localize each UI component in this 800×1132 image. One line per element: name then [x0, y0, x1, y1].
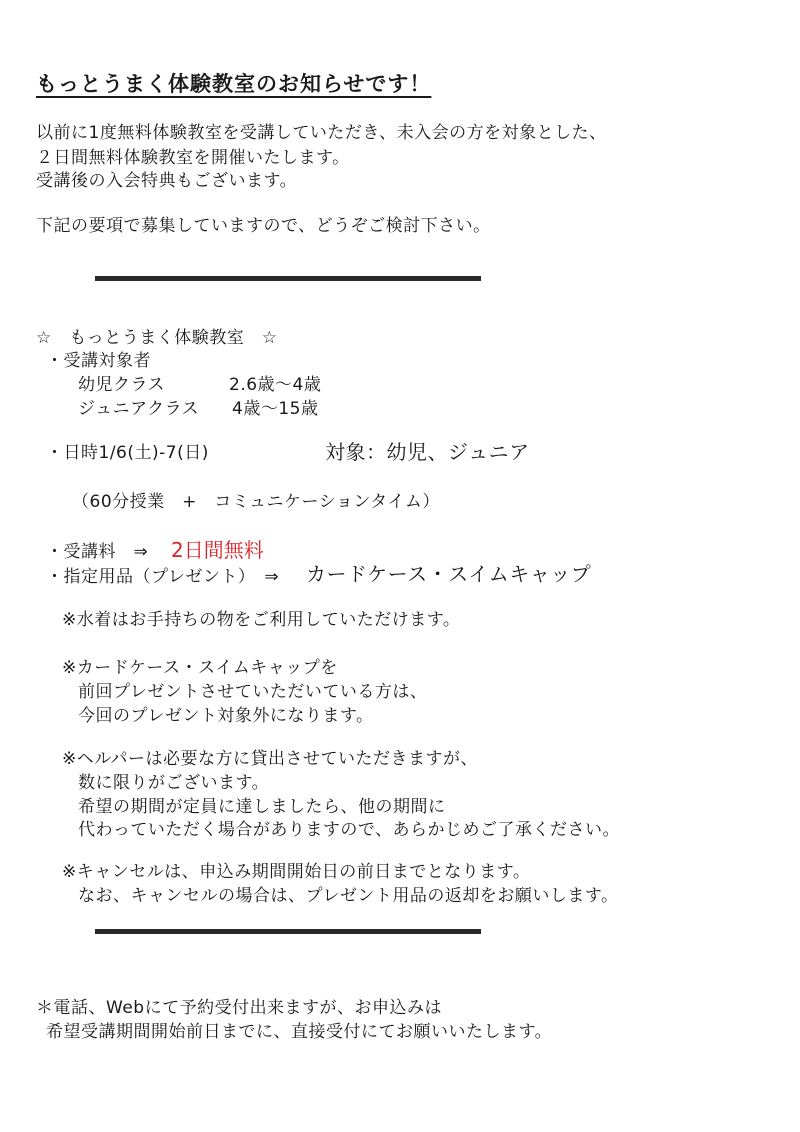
note-present-3: 今回のプレゼント対象外になります。 — [78, 706, 374, 726]
class-ages-1: 2.6歳～4歳 — [229, 375, 322, 395]
note-cancel-2: なお、キャンセルの場合は、プレゼント用品の返却をお願いします。 — [78, 886, 619, 906]
note-swimsuit: ※水着はお手持ちの物をご利用していただけます。 — [62, 610, 461, 630]
program-title: ☆ もっとうまく体験教室 ☆ — [36, 328, 278, 348]
invite-text: 下記の要項で募集していますので、どうぞご検討下さい。 — [36, 216, 491, 236]
fee-value: 2日間無料 — [171, 538, 264, 562]
class-ages-2: 4歳～15歳 — [232, 399, 319, 419]
items-value: カードケース・スイムキャップ — [306, 562, 592, 586]
intro-line-2: ２日間無料体験教室を開催いたします。 — [36, 148, 350, 168]
footer-line-1: ＊電話、Webにて予約受付出来ますが、お申込みは — [36, 998, 443, 1018]
note-present-2: 前回プレゼントさせていただいている方は、 — [78, 682, 428, 702]
note-helper-1: ※ヘルパーは必要な方に貸出させていただきますが、 — [62, 749, 479, 769]
note-cancel-1: ※キャンセルは、申込み期間開始日の前日までとなります。 — [62, 862, 531, 882]
fee-label: ・受講料 ⇒ — [46, 542, 149, 562]
intro-line-3: 受講後の入会特典もございます。 — [36, 171, 298, 191]
schedule-label: ・日時1/6(土)-7(日) — [46, 443, 209, 463]
note-present-1: ※カードケース・スイムキャップを — [62, 658, 338, 678]
note-helper-2: 数に限りがございます。 — [78, 773, 270, 793]
schedule-detail: （60分授業 + コミュニケーションタイム） — [72, 492, 440, 512]
class-name-1: 幼児クラス — [78, 375, 165, 395]
footer-line-2: 希望受講期間開始前日までに、直接受付にてお願いいたします。 — [46, 1022, 553, 1042]
note-helper-3: 希望の期間が定員に達しましたら、他の期間に — [78, 797, 446, 817]
schedule-audience: 対象：幼児、ジュニア — [325, 440, 530, 464]
note-helper-4: 代わっていただく場合がありますので、あらかじめご了承ください。 — [78, 820, 620, 840]
intro-line-1: 以前に1度無料体験教室を受講していただき、未入会の方を対象とした、 — [36, 123, 607, 143]
target-label: ・受講対象者 — [46, 351, 151, 371]
class-name-2: ジュニアクラス — [78, 399, 200, 419]
items-label: ・指定用品（プレゼント） ⇒ — [46, 567, 280, 587]
page-title: もっとうまく体験教室のお知らせです！ — [36, 72, 432, 96]
divider-bottom — [95, 929, 481, 934]
divider-top — [95, 276, 481, 281]
